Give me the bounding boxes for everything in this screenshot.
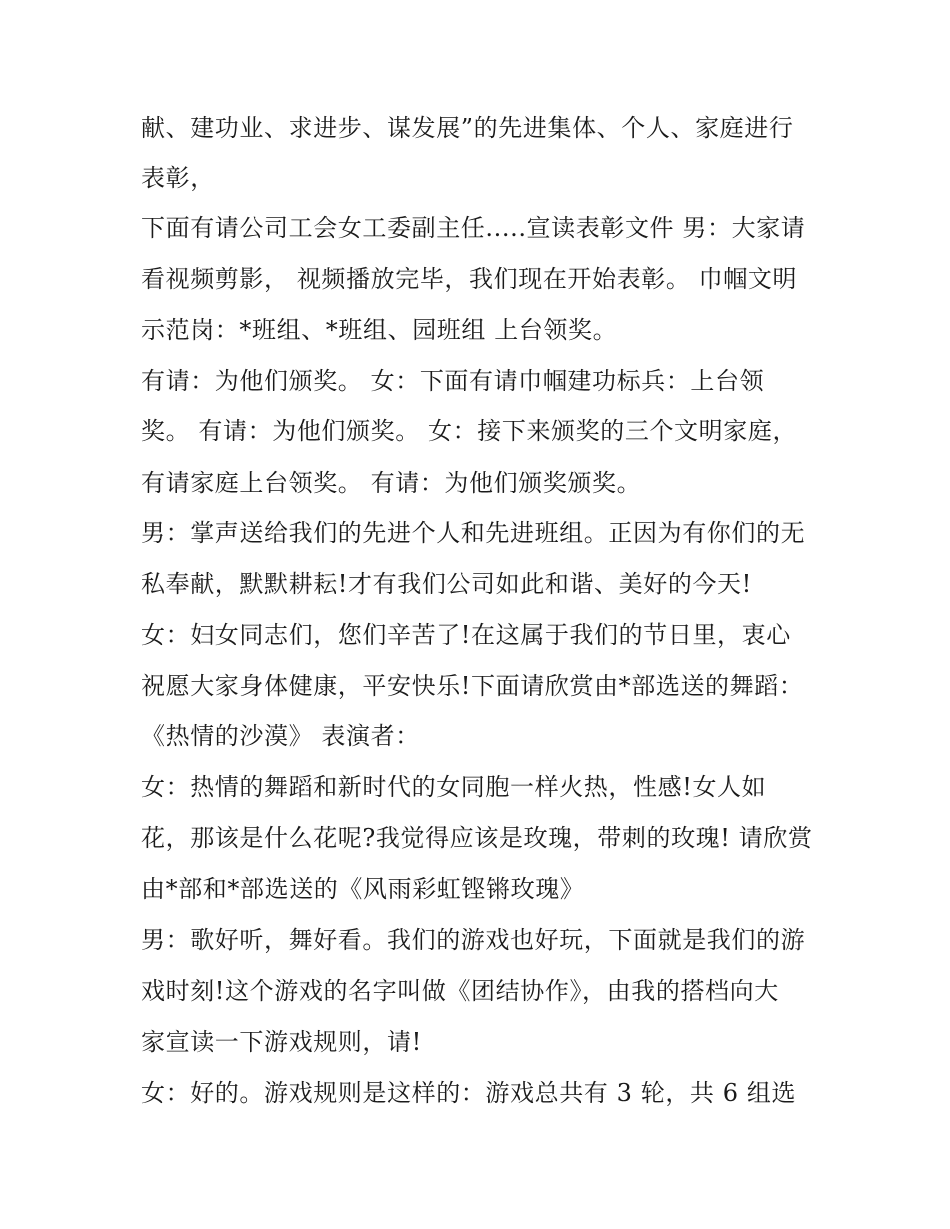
text-line: 戏时刻!这个游戏的名字叫做《团结协作》，由我的搭档向大 bbox=[141, 977, 779, 1005]
text-line: 花，那该是什么花呢?我觉得应该是玫瑰，带刺的玫瑰! 请欣赏 bbox=[141, 824, 813, 852]
text-line: 看视频剪影， 视频播放完毕，我们现在开始表彰。 巾帼文明 bbox=[141, 265, 798, 293]
text-line: 女：妇女同志们，您们辛苦了!在这属于我们的节日里，衷心 bbox=[141, 621, 791, 649]
text-line: 女：好的。游戏规则是这样的：游戏总共有 3 轮，共 6 组选 bbox=[141, 1079, 797, 1107]
text-line: 祝愿大家身体健康，平安快乐!下面请欣赏由*部选送的舞蹈： bbox=[141, 672, 804, 700]
text-line: 献、建功业、求进步、谋发展”的先进集体、个人、家庭进行 bbox=[141, 114, 794, 142]
text-line: 由*部和*部选送的《风雨彩虹铿锵玫瑰》 bbox=[141, 875, 585, 903]
text-line: 有请：为他们颁奖。 女：下面有请巾帼建功标兵：上台领 bbox=[141, 367, 765, 395]
text-line: 男：掌声送给我们的先进个人和先进班组。正因为有你们的无 bbox=[141, 519, 806, 547]
text-line: 奖。 有请：为他们颁奖。 女：接下来颁奖的三个文明家庭， bbox=[141, 417, 798, 445]
text-line: 表彰， bbox=[141, 164, 215, 192]
text-line: 下面有请公司工会女工委副主任.....宣读表彰文件 男：大家请 bbox=[141, 214, 806, 242]
text-line: 有请家庭上台领奖。 有请：为他们颁奖颁奖。 bbox=[141, 469, 642, 497]
text-line: 示范岗：*班组、*班组、园班组 上台领奖。 bbox=[141, 316, 618, 344]
text-line: 家宣读一下游戏规则，请! bbox=[141, 1028, 422, 1056]
text-line: 《热情的沙漠》 表演者： bbox=[141, 722, 420, 750]
text-line: 女：热情的舞蹈和新时代的女同胞一样火热，性感!女人如 bbox=[141, 773, 767, 801]
text-line: 男：歌好听，舞好看。我们的游戏也好玩，下面就是我们的游 bbox=[141, 926, 806, 954]
text-line: 私奉献，默默耕耘!才有我们公司如此和谐、美好的今天! bbox=[141, 570, 752, 598]
